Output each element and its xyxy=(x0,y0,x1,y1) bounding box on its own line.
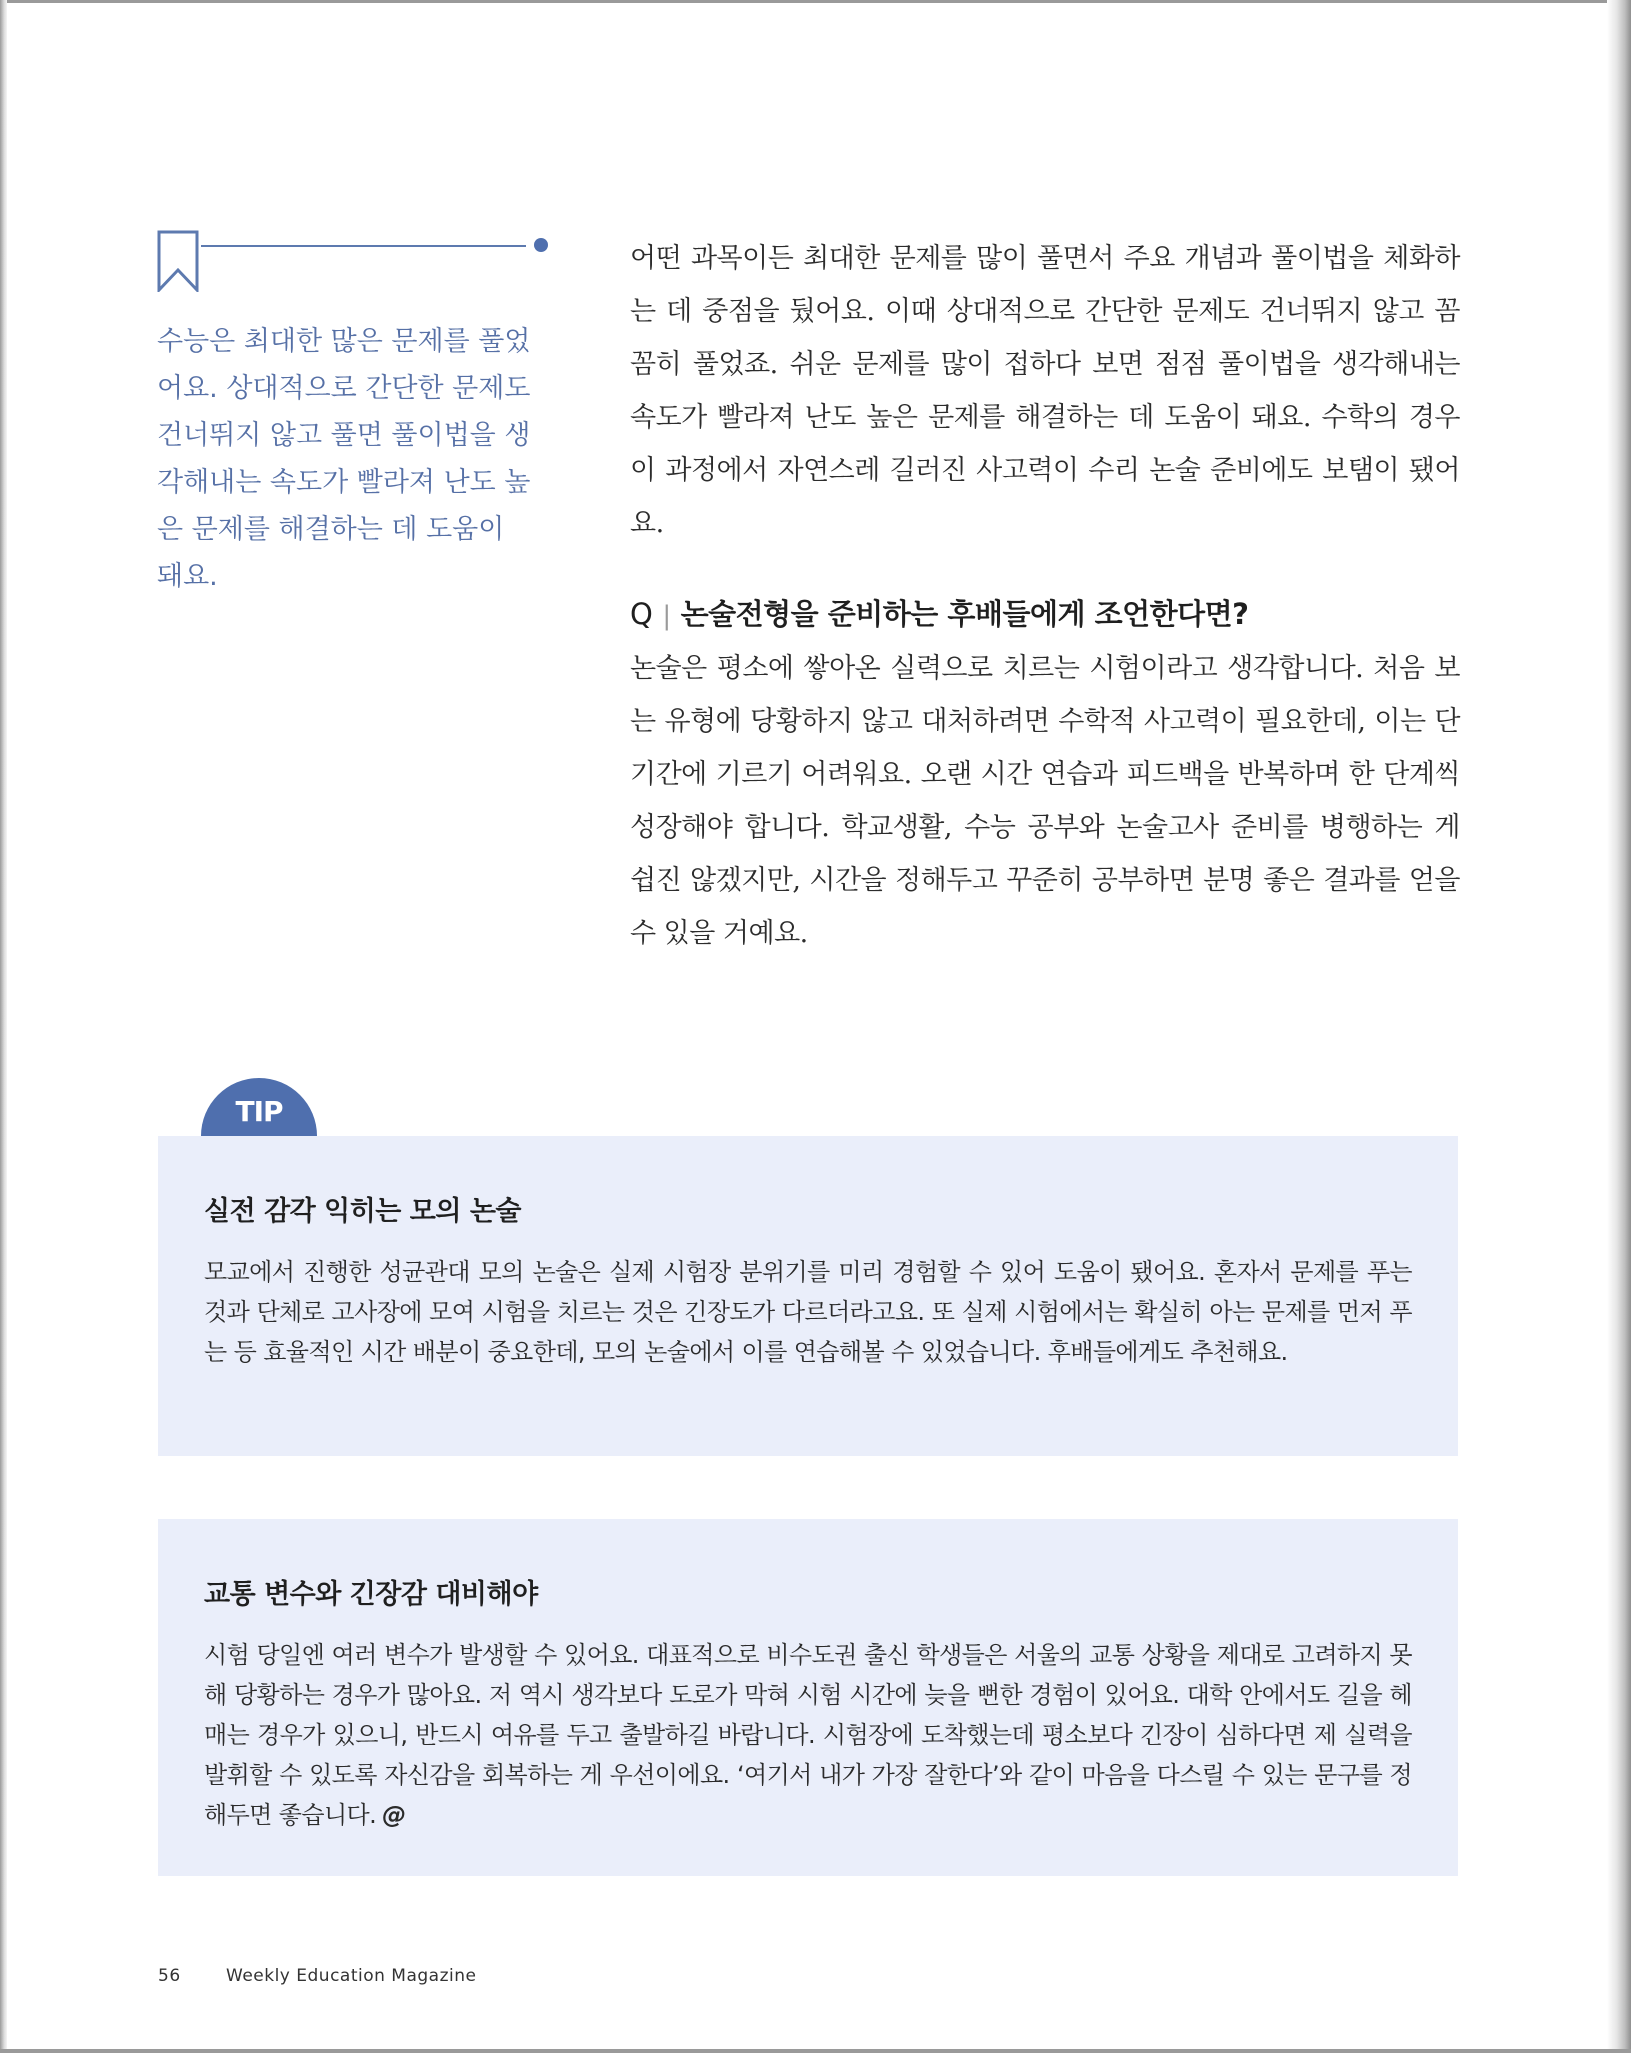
pull-quote-text: 수능은 최대한 많은 문제를 풀었어요. 상대적으로 간단한 문제도 건너뛰지 않고 풀면 풀이법을 생각해내는 속도가 빨라져 난도 높은 문제를 해결하는 데 도움이 돼요. xyxy=(157,326,531,592)
page-edge-right xyxy=(1607,0,1631,2053)
page-edge-bottom xyxy=(0,2049,1631,2053)
page-edge-top xyxy=(0,0,1631,3)
answer-paragraph: 논술은 평소에 쌓아온 실력으로 치르는 시험이라고 생각합니다. 처음 보는 유형에 당황하지 않고 대처하려면 수학적 사고력이 필요한데, 이는 단기간에 기르기 어려워요. 오랜 시간 연습과 피드백을 반복하며 한 단계씩 성장해야 합니다. 학교생활, 수능 공부와 논술고사 준비를 병행하는 게 쉽진 않겠지만, 시간을 정해두고 꾸준히 공부하면 분명 좋은 결과를 얻을 수 있을 거예요. xyxy=(630,653,1460,949)
tip-body: 모교에서 진행한 성균관대 모의 논술은 실제 시험장 분위기를 미리 경험할 수 있어 도움이 됐어요. 혼자서 문제를 푸는 것과 단체로 고사장에 모여 시험을 치르는 것은 긴장도가 다르더라고요. 또 실제 시험에서는 확실히 아는 문제를 먼저 푸는 등 효율적인 시간 배분이 중요한데, 모의 논술에서 이를 연습해볼 수 있었습니다. 후배들에게도 추천해요. xyxy=(204,1258,1412,1366)
question-heading xyxy=(630,592,1460,638)
end-mark: @ xyxy=(382,1801,406,1829)
question-divider: | xyxy=(662,601,671,631)
tip-body xyxy=(204,1635,1412,1835)
magazine-name: Weekly Education Magazine xyxy=(226,1966,477,1986)
question-marker: Q xyxy=(630,597,653,631)
pull-quote-dot xyxy=(534,238,548,252)
question-text: 논술전형을 준비하는 후배들에게 조언한다면? xyxy=(680,597,1249,631)
tip-box-traffic xyxy=(158,1519,1458,1876)
bookmark-icon xyxy=(157,230,199,292)
tip-box-mock-essay xyxy=(158,1136,1458,1456)
pull-quote-rule xyxy=(201,245,526,247)
page-edge-left xyxy=(0,0,7,2053)
tip-body-text: 시험 당일엔 여러 변수가 발생할 수 있어요. 대표적으로 비수도권 출신 학생들은 서울의 교통 상황을 제대로 고려하지 못해 당황하는 경우가 많아요. 저 역시 생각보다 도로가 막혀 시험 시간에 늦을 뻔한 경험이 있어요. 대학 안에서도 길을 헤매는 경우가 있으니, 반드시 여유를 두고 출발하길 바랍니다. 시험장에 도착했는데 평소보다 긴장이 심하다면 제 실력을 발휘할 수 있도록 자신감을 회복하는 게 우선이에요. ‘여기서 내가 가장 잘한다’와 같이 마음을 다스릴 수 있는 문구를 정해두면 좋습니다. xyxy=(204,1641,1412,1829)
tip-title: 교통 변수와 긴장감 대비해야 xyxy=(204,1579,538,1610)
tip-title: 실전 감각 익히는 모의 논술 xyxy=(204,1196,522,1227)
tip-badge: TIP xyxy=(201,1078,317,1136)
main-column xyxy=(630,232,1460,960)
page-footer xyxy=(158,1966,476,1986)
page-number: 56 xyxy=(158,1966,181,1986)
body-paragraph: 어떤 과목이든 최대한 문제를 많이 풀면서 주요 개념과 풀이법을 체화하는 데 중점을 뒀어요. 이때 상대적으로 간단한 문제도 건너뛰지 않고 꼼꼼히 풀었죠. 쉬운 문제를 많이 접하다 보면 점점 풀이법을 생각해내는 속도가 빨라져 난도 높은 문제를 해결하는 데 도움이 돼요. 수학의 경우 이 과정에서 자연스레 길러진 사고력이 수리 논술 준비에도 보탬이 됐어요. xyxy=(630,243,1460,539)
